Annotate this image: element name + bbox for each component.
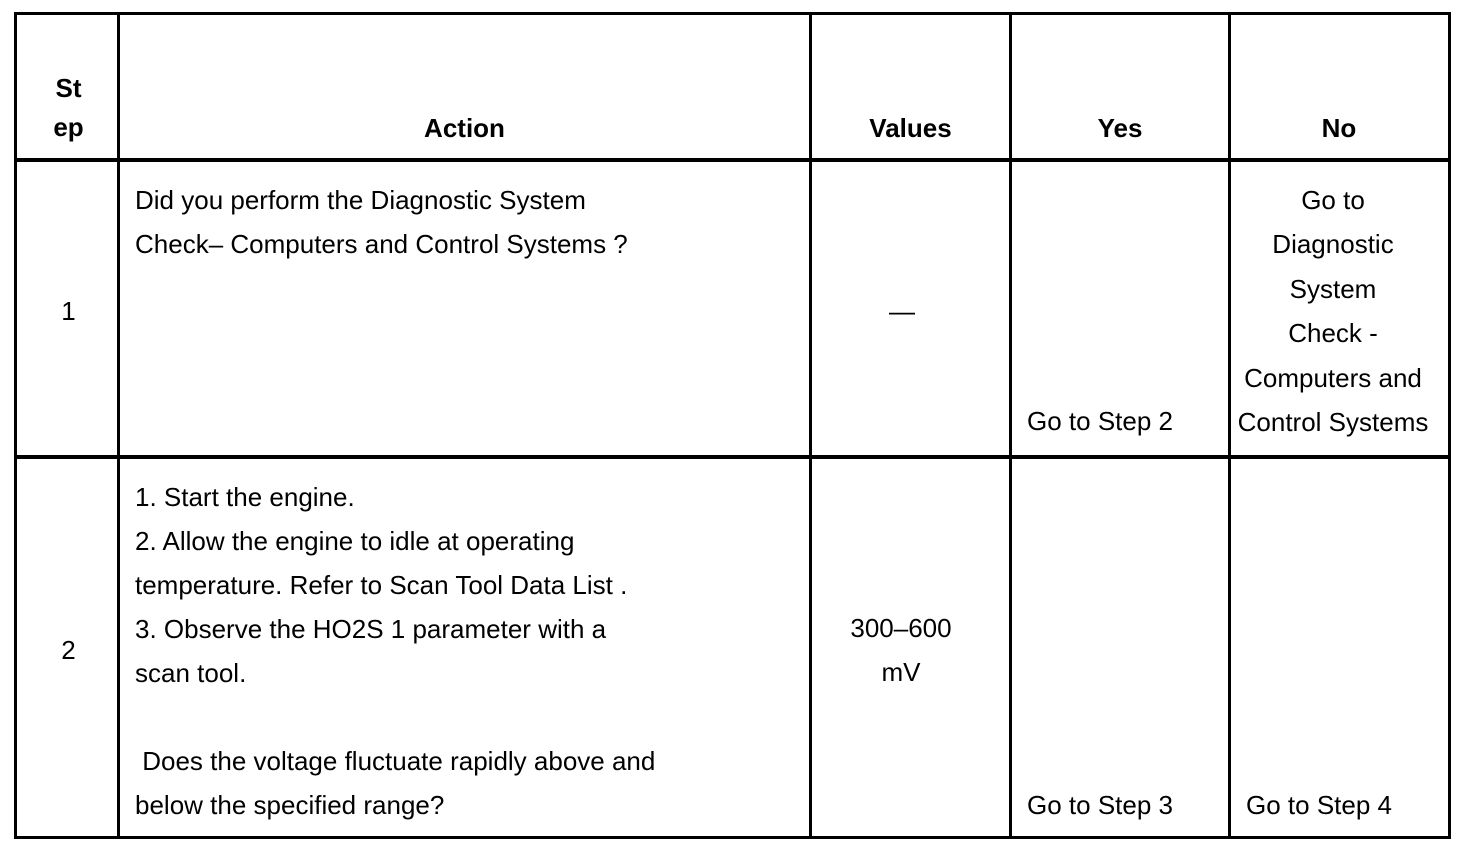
row-2-action-item: 1. Start the engine.	[135, 482, 355, 512]
row-1-no: Go to Diagnostic System Check - Computers and Control Systems	[1237, 185, 1429, 438]
row-2-no: Go to Step 4	[1246, 790, 1392, 820]
row-2-action-item: scan tool.	[135, 658, 247, 688]
header-values: Values	[869, 113, 952, 143]
row-1-values: —	[889, 296, 915, 326]
header-no: No	[1321, 113, 1357, 143]
row-2-values: 300–600 mV	[850, 613, 952, 687]
row-2-action-question: Does the voltage fluctuate rapidly above and below the specified range?	[135, 746, 656, 820]
diagnostic-table	[14, 12, 1451, 839]
row-2-yes: Go to Step 3	[1027, 790, 1173, 820]
row-2-action-item: 3. Observe the HO2S 1 parameter with a	[135, 614, 607, 644]
header-step: St ep	[53, 73, 84, 142]
row-1-yes: Go to Step 2	[1027, 406, 1173, 436]
row-2-action-list	[135, 475, 627, 695]
header-yes: Yes	[1097, 113, 1143, 143]
header-action: Action	[424, 113, 505, 143]
row-2-action-item: 2. Allow the engine to idle at operating	[135, 526, 575, 556]
row-2-action-item: temperature. Refer to Scan Tool Data List .	[135, 570, 628, 600]
row-1-step: 1	[61, 296, 76, 326]
row-1-action: Did you perform the Diagnostic System Check– Computers and Control Systems ?	[135, 185, 628, 259]
row-2-step: 2	[61, 635, 76, 665]
row-divider	[17, 158, 1448, 162]
row-divider	[17, 455, 1448, 459]
